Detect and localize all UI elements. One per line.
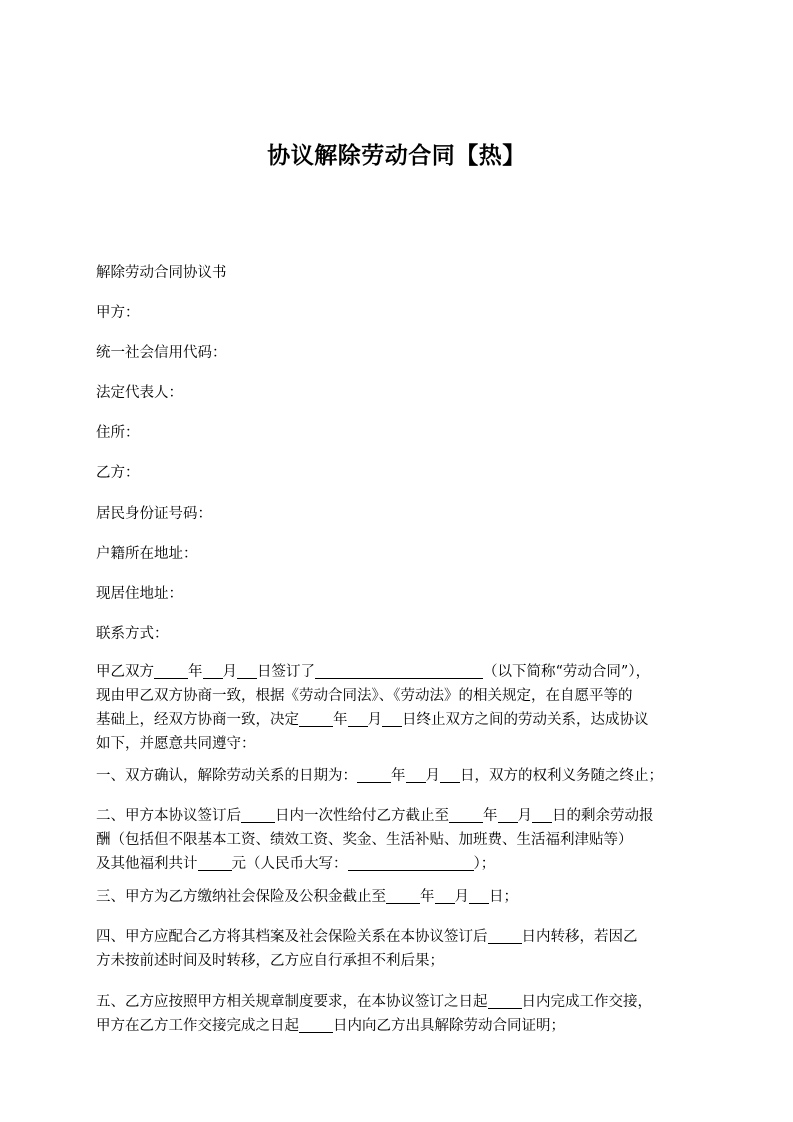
blank [241,806,275,823]
blank [382,710,402,727]
text: 现由甲乙双方协商一致，根据《劳动合同法》、《劳动法》的相关规定，在自愿平等的 [96,688,633,704]
blank [348,710,368,727]
blank [488,992,522,1009]
blank [348,854,474,871]
text: 年 [333,712,348,728]
clause-2 [96,804,696,876]
credit-code-label: 统一社会信用代码： [96,345,227,361]
blank [386,887,420,904]
text: 如下，并愿意共同遵守： [96,736,256,752]
blank [154,662,188,679]
text: 日的剩余劳动报 [552,808,654,824]
text: 日； [489,889,518,905]
text: 年 [420,889,435,905]
document-title: 协议解除劳动合同【热】 [267,143,526,169]
address-label: 住所： [96,425,140,441]
text: 日签订了 [257,664,315,680]
text: 日内完成工作交接， [521,994,652,1010]
text: 元（人民币大写： [231,856,348,872]
text: 日内转移，若因乙 [521,929,638,945]
clause-4 [96,925,696,973]
text: 年 [483,808,498,824]
blank [440,766,460,783]
text: 月 [367,712,382,728]
blank [299,710,333,727]
blank [315,662,483,679]
blank [449,806,483,823]
text: （以下简称“劳动合同”）， [483,664,651,680]
subtitle: 解除劳动合同协议书 [96,265,227,281]
current-address-label: 现居住地址： [96,586,183,602]
blank [203,662,223,679]
blank [498,806,518,823]
text: 年 [188,664,203,680]
blank [198,854,232,871]
contact-label: 联系方式： [96,626,169,642]
party-a-label: 甲方： [96,305,140,321]
blank [532,806,552,823]
text: 月 [517,808,532,824]
text: 甲乙双方 [96,664,154,680]
text: 及其他福利共计 [96,856,198,872]
blank [299,1016,333,1033]
text: 二、甲方本协议签订后 [96,808,241,824]
household-address-label: 户籍所在地址： [96,546,198,562]
text: 方未按前述时间及时转移，乙方应自行承担不利后果； [96,953,444,969]
text: 四、甲方应配合乙方将其档案及社会保险关系在本协议签订后 [96,929,488,945]
text: ）； [473,856,496,872]
text: 三、甲方为乙方缴纳社会保险及公积金截止至 [96,889,386,905]
intro-paragraph [96,660,696,756]
text: 日内向乙方出具解除劳动合同证明； [333,1018,565,1034]
id-number-label: 居民身份证号码： [96,506,212,522]
text: 甲方在乙方工作交接完成之日起 [96,1018,299,1034]
blank [237,662,257,679]
text: 一、双方确认，解除劳动关系的日期为： [96,768,357,784]
blank [357,766,391,783]
text: 年 [391,768,406,784]
legal-rep-label: 法定代表人： [96,385,183,401]
text: 日内一次性给付乙方截止至 [275,808,449,824]
text: 基础上，经双方协商一致，决定 [96,712,299,728]
blank [406,766,426,783]
blank [469,887,489,904]
text: 月 [454,889,469,905]
text: 日终止双方之间的劳动关系，达成协议 [402,712,649,728]
text: 酬（包括但不限基本工资、绩效工资、奖金、生活补贴、加班费、生活福利津贴等） [96,832,633,848]
party-b-label: 乙方： [96,465,140,481]
blank [488,927,522,944]
clause-3 [96,885,696,909]
text: 五、乙方应按照甲方相关规章制度要求，在本协议签订之日起 [96,994,488,1010]
text: 月 [222,664,237,680]
clause-1 [96,764,696,788]
blank [435,887,455,904]
text: 日，双方的权利义务随之终止； [460,768,663,784]
clause-5 [96,990,696,1038]
text: 月 [425,768,440,784]
